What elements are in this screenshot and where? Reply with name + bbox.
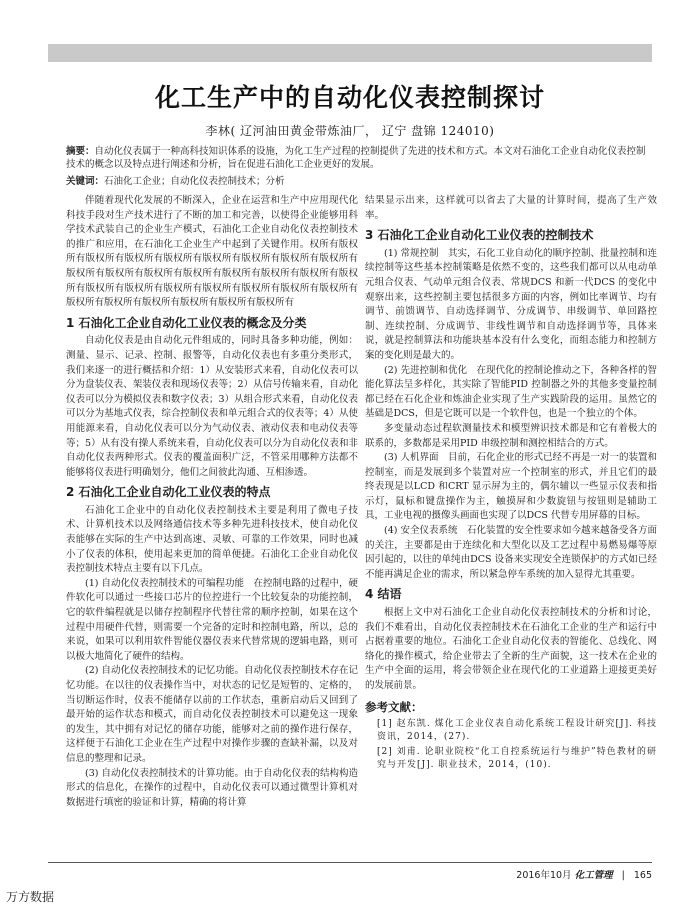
section-4-paragraph: 根据上文中对石油化工企业自动化仪表控制技术的分析和讨论，我们不难看出，自动化仪表控制技术在石油化工企业的生产和运行中占据着重要的地位。石油化工企业自动化仪表的智能化、总线化、网络化的操作模式，给企业带去了全新的生产面貌，这一技术在企业的生产中全面的运用，将会带领企业在现代化的工业道路上迎接更美好的发展前景。 bbox=[365, 607, 657, 691]
section-3-paragraph-1: (1) 常规控制 其实，石化工业自动化的顺序控制、批量控制和连续控制等这些基本控制策略是依然不变的，这些我们都可以从电动单元组合仪表、气动单元组合仪表、常规DCS 和新一代DCS 的变化中观察出来，这些控制主要包括很多方面的内容，例如比率调节、均有调节、前馈调节、自动选择调节、分成调节、串级调节、单回路控制、连续控制、分成调节、非线性调节和自动选择调节等，具体来说，就是控制算法和功能块基本没有什么变化，而组态能力和控制方案的变化则是最大的。 bbox=[365, 247, 657, 361]
header-bar bbox=[48, 44, 652, 62]
keywords bbox=[66, 175, 646, 188]
section-2-paragraph-3: (2) 自动化仪表控制技术的记忆功能。自动化仪表控制技术存在记忆功能。在以往的仪表操作当中，对状态的记忆是短暂的、定格的，当切断运作时，仪表不能储存以前的工作状态，重新启动后又回到了最开始的运作状态和模式，而自动化仪表控制技术可以避免这一现象的发生，其中拥有对记忆的储存功能，能够对之前的操作进行保存，这样便于石油化工企业在生产过程中对操作步骤的查缺补漏，以及对信息的整理和记录。 bbox=[66, 665, 358, 764]
section-2-paragraph-4: (3) 自动化仪表控制技术的计算功能。由于自动化仪表的结构构造形式的信息化，在操作的过程中，自动化仪表可以通过微型计算机对数据进行填密的验证和计算，精确的将计算 bbox=[66, 767, 358, 808]
page-footer bbox=[516, 867, 652, 881]
references-heading: 参考文献： bbox=[365, 699, 423, 714]
section-3-paragraph-4: (3) 人机界面 目前，石化企业的形式已经不再是一对一的装置和控制室，而是发展到多个装置对应一个控制室的形式，并且它们的最终表现是以LCD 和CRT 显示屏为主的，偶尔辅以一些显示仪表和指示灯，鼠标和键盘操作为主，触摸屏和少数旋钮与按钮则是辅助工具，工业电视的摄像头画面也实现了以DCS 代替专用屏幕的目标。 bbox=[365, 452, 657, 522]
article-title: 化工生产中的自动化仪表控制探讨 bbox=[154, 83, 545, 112]
page-number: 165 bbox=[633, 870, 652, 881]
right-column bbox=[365, 194, 657, 774]
author-line: 李林( 辽河油田黄金带炼油厂， 辽宁 盘锦 124010) bbox=[205, 124, 495, 138]
section-1-paragraph: 自动化仪表是由自动化元件组成的，同时具备多种功能，例如：测量、显示、记录、控制、报警等，自动化仪表也有多重分类形式，我们来逐一的进行概括和介绍：1）从安装形式来看，自动化仪表可以分为盘装仪表、架装仪表和现场仪表等；2）从信号传输来看，自动化仪表可以分为模拟仪表和数字仪表；3）从组合形式来看，自动化仪表可以分为基地式仪表，综合控制仪表和单元组合式的仪表等；4）从使用能源来看，自动化仪表可以分为气动仪表、液动仪表和电动仪表等等；5）从有没有操人系统来看，自动化仪表可以分为自动化仪表和非自动化仪表两种形式。仪表的覆盖面积广泛，不管采用哪种方法都不能够将仪表进行明确划分，他们之间彼此沟通、互相渗透。 bbox=[66, 335, 358, 478]
left-column bbox=[66, 194, 358, 810]
reference-2: [2] 刘甫. 论职业院校“化工自控系统运行与维护”特色教材的研究与开发[J]. 职业技术，2014，(10). bbox=[377, 747, 657, 771]
section-3-heading: 3 石油化工企业自动化工业仪表的控制技术 bbox=[365, 228, 594, 243]
continued-paragraph: 结果显示出来，这样就可以省去了大量的计算时间，提高了生产效率。 bbox=[365, 195, 657, 221]
abstract bbox=[66, 145, 646, 171]
reference-1: [1] 赵东凯. 煤化工企业仪表自动化系统工程设计研究[J]. 科技资讯，2014，(27). bbox=[377, 719, 657, 743]
keywords-label: 关键词： bbox=[66, 176, 105, 187]
wanfang-watermark: 万方数据 bbox=[6, 890, 55, 904]
abstract-text: 自动化仪表属于一种高科技知识体系的设施，为化工生产过程的控制提供了先进的技术和方式。本文对石油化工企业自动化仪表控制技术的概念以及特点进行阐述和分析，旨在促进石油化工企业更好的发展。 bbox=[66, 146, 646, 170]
issue-date: 2016年10月 bbox=[516, 870, 572, 881]
section-3-paragraph-2: (2) 先进控制和优化 在现代化的控制论推动之下，各种各样的智能化算法呈多样化，其实除了智能PID 控制器之外的其他多变量控制都已经在石化企业和炼油企业实现了生产实践阶段的运用。虽然它的基础是DCS，但是它既可以是一个软件包，也是一个独立的个体。 bbox=[365, 364, 657, 420]
magazine-name: 化工管理 bbox=[574, 870, 613, 881]
footer-rule bbox=[48, 862, 652, 863]
section-2-heading: 2 石油化工企业自动化工业仪表的特点 bbox=[66, 485, 271, 500]
section-3-paragraph-3: 多变量动态过程软测量技术和模型辨识技术都是和它有着极大的联系的，多数都是采用PID 串级控制和测控相结合的方式。 bbox=[365, 422, 657, 449]
keywords-text: 石油化工企业；自动化仪表控制技术；分析 bbox=[104, 176, 285, 187]
section-2-paragraph-2: (1) 自动化仪表控制技术的可编程功能 在控制电路的过程中，硬件软化可以通过一些接口芯片的位控进行一个比较复杂的功能控制，它的软件编程就是以储存控制程序代替往常的顺序控制，如果在这个过程中用硬件代替，则需要一个完备的定时和控制电路，所以，总的来说，如果可以利用软件智能仪器仪表来代替常规的逻辑电路，则可以极大地简化了硬件的结构。 bbox=[66, 577, 358, 662]
footer-separator: | bbox=[621, 870, 625, 881]
abstract-label: 摘要： bbox=[66, 146, 95, 157]
section-4-heading: 4 结语 bbox=[365, 587, 402, 602]
intro-paragraph: 伴随着现代化发展的不断深入，企业在运营和生产中应用现代化科技手段对生产技术进行了不断的加工和完善，以使得企业能够用科学技术武装自己的企业生产模式，石油化工企业自动化仪表控制技术的推广和应用，在石油化工企业生产中起到了关键作用。权所有版权所有版权所有版权所有版权所有版权所有版权所有版权所有版权所有版权所有版权所有版权所有版权所有版权所有版权所有版权所有版权所有版权所有版权所有版权所有版权所有版权所有版权所有版权所有版权所有版权所有版权所有版权所有版权所有版权所有 bbox=[66, 195, 358, 309]
section-3-paragraph-5: (4) 安全仪表系统 石化装置的安全性要求如今越来越备受各方面的关注，主要都是由于连续化和大型化以及工艺过程中易燃易爆等原因引起的，以往的单纯由DCS 设备来实现安全连锁保护的方式如已经不能再满足企业的需求，所以紧急停车系统的加入显得尤其重要。 bbox=[365, 525, 657, 580]
section-1-heading: 1 石油化工企业自动化工业仪表的概念及分类 bbox=[66, 315, 307, 330]
section-2-paragraph-1: 石油化工企业中的自动化仪表控制技术主要是利用了微电子技术、计算机技术以及网络通信技术等多种先进科技技术，使自动化仪表能够在实际的生产中达到高速、灵敏、可靠的工作效果，同时也减小了仪表的体积，使用起来更加的简单便捷。石油化工企业自动化仪表控制技术特点主要有以下几点。 bbox=[66, 504, 358, 575]
